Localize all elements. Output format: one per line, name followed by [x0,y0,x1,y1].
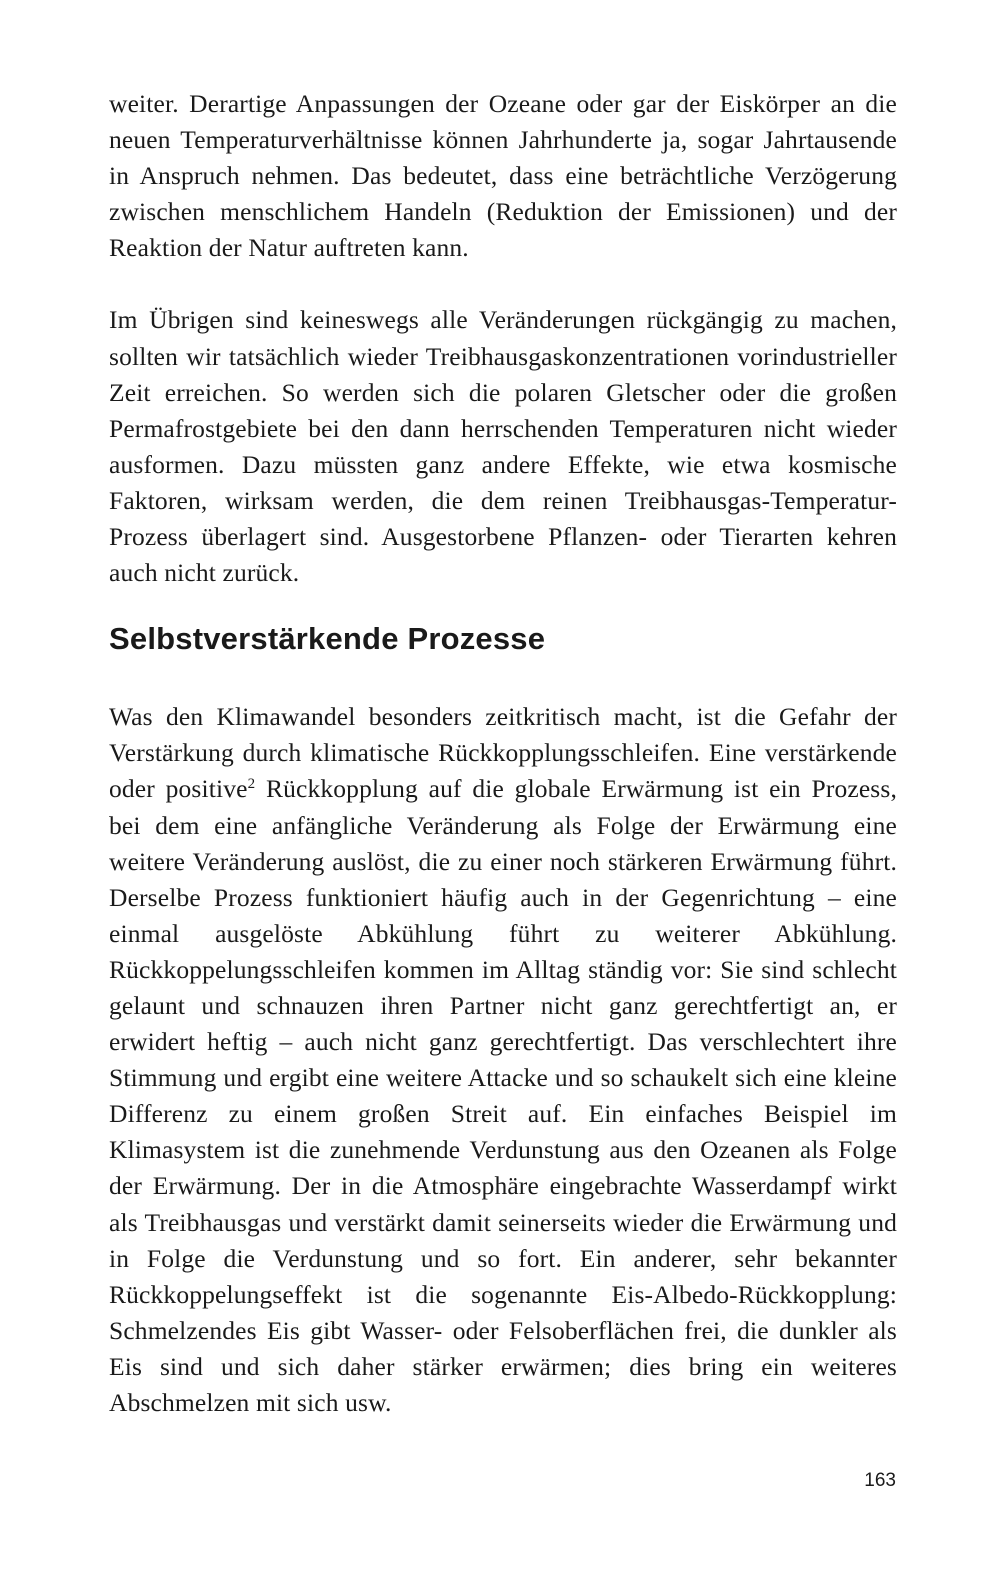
paragraph-irreversibility: Im Übrigen sind keineswegs alle Veränderungen rückgängig zu machen, sollten wir tatsächlich wieder Treibhausgaskonzentrationen vorindustrieller Zeit erreichen. So werden sich die polaren Gletscher oder die großen Permafrostgebiete bei den dann herrschenden Temperaturen nicht wieder ausformen. Dazu müssten ganz andere Effekte, wie etwa kosmische Faktoren, wirksam werden, die dem reinen Treibhausgas-Temperatur-Prozess überlagert sind. Ausgestorbene Pflanzen- oder Tierarten kehren auch nicht zurück. [109,305,897,588]
paragraph-text-part-1: Was den Klimawandel besonders zeitkritisch macht, ist die Gefahr der Verstärkung durch klimatische Rückkopplungsschleifen. Eine verstärkende oder positive [109,702,897,804]
paragraph-text-part-2: Rückkopplung auf die globale Erwärmung ist ein Prozess, bei dem eine anfängliche Veränderung als Folge der Erwärmung eine weitere Veränderung auslöst, die zu einer noch stärkeren Erwärmung führt. Derselbe Prozess funktioniert häufig auch in der Gegenrichtung – eine einmal ausgelöste Abkühlung führt zu weiterer Abkühlung. Rückkoppelungsschleifen kommen im Alltag ständig vor: Sie sind schlecht gelaunt und schnauzen ihren Partner nicht ganz gerechtfertigt an, er erwidert heftig – auch nicht ganz gerechtfertigt. Das verschlechtert ihre Stimmung und ergibt eine weitere Attacke und so schaukelt sich eine kleine Differenz zu einem großen Streit auf. Ein einfaches Beispiel im Klimasystem ist die zunehmende Verdunstung aus den Ozeanen als Folge der Erwärmung. Der in die Atmosphäre eingebrachte Wasserdampf wirkt als Treibhausgas und verstärkt damit seinerseits wieder die Erwärmung und in Folge die Verdunstung und so fort. Ein anderer, sehr bekannter Rückkoppelungseffekt ist die sogenannte Eis-Albedo-Rückkopplung: Schmelzendes Eis gibt Wasser- oder Felsoberflächen frei, die dunkler als Eis sind und sich daher stärker erwärmen; dies bring ein weiteres Abschmelzen mit sich usw. [109,774,897,1417]
footnote-marker[interactable]: 2 [247,776,256,793]
paragraph-feedback-loops [109,699,897,1421]
page-number: 163 [864,1470,896,1491]
section-heading: Selbstverstärkende Prozesse [109,621,546,657]
book-page [109,86,897,1421]
paragraph-continuation: weiter. Derartige Anpassungen der Ozeane oder gar der Eiskörper an die neuen Temperaturverhältnisse können Jahrhunderte ja, sogar Jahrtausende in Anspruch nehmen. Das bedeutet, dass eine beträchtliche Verzögerung zwischen menschlichem Handeln (Reduktion der Emissionen) und der Reaktion der Natur auftreten kann. [109,89,897,263]
